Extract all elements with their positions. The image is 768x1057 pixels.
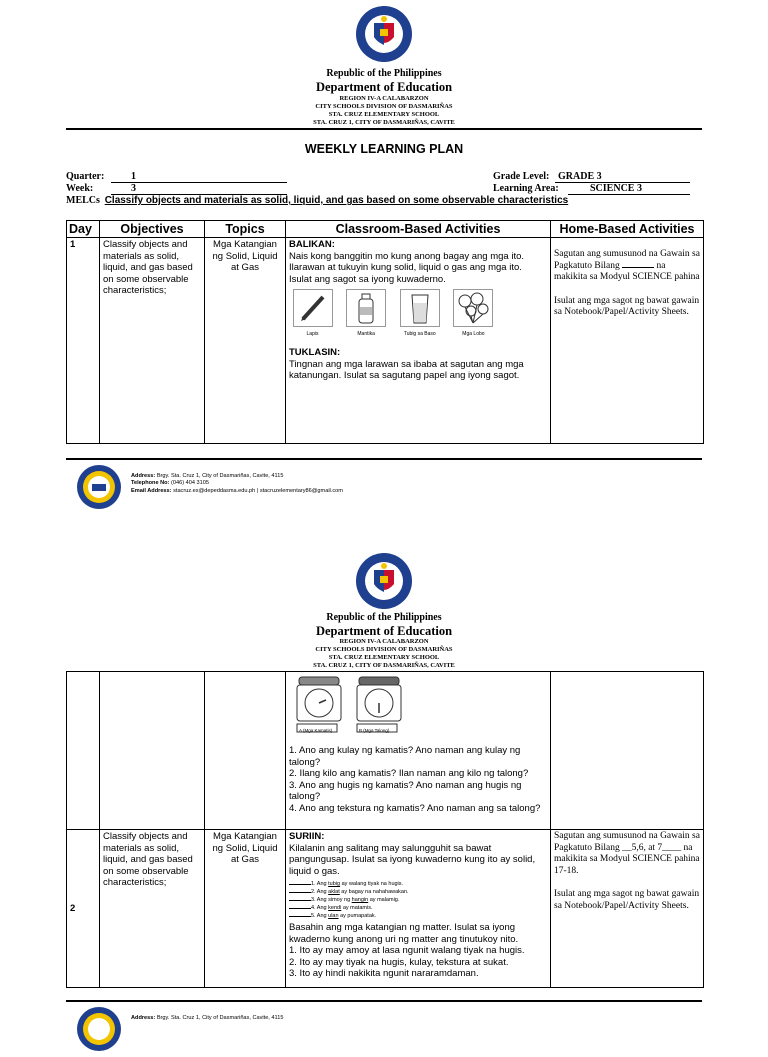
question-2: 2. Ilang kilo ang kamatis? Ilan naman ang kilo ng talong?	[289, 768, 529, 779]
tuklasin-text: Tingnan ang mga larawan sa ibaba at sagutan ang mga katanungan. Isulat sa sagutang papel ang iyong sagot.	[289, 358, 524, 381]
water-glass-icon	[400, 289, 440, 327]
melcs-value: Classify objects and materials as solid, liquid, and gas based on some observable characteristics	[104, 195, 569, 206]
footer-phone: (046) 404 3105	[171, 480, 209, 487]
quarter-field	[111, 171, 287, 183]
oil-picture	[343, 289, 390, 337]
pencil-icon	[293, 289, 333, 327]
scales-pictures	[289, 673, 547, 733]
footer-address-label-2: Address:	[131, 1015, 156, 1021]
region-text: REGION IV-A CALABARZON	[339, 95, 429, 102]
classroom-cell	[286, 238, 551, 444]
school-address-text-2: STA. CRUZ 1, CITY OF DASMARIÑAS, CAVITE	[313, 662, 455, 669]
footer-address-2: Brgy. Sta. Cruz 1, City of Dasmariñas, Cavite, 4115	[156, 1015, 284, 1021]
weekly-plan-table	[66, 220, 704, 444]
area-value: SCIENCE 3	[590, 183, 642, 194]
footer-email: stacruz.es@depeddasma.edu.ph | stacruzelementary86@gmail.com	[173, 487, 343, 494]
header-home: Home-Based Activities	[551, 221, 704, 238]
basahin-text: Basahin ang mga katangian ng matter. Isulat sa iyong kwaderno kung anong uri ng matter ang tinutukoy nito.	[289, 922, 519, 945]
school-seal-logo	[76, 464, 122, 510]
classroom-cell-continued	[286, 672, 551, 830]
home-instruction-2	[554, 831, 700, 877]
area-label: Learning Area:	[493, 183, 559, 194]
footer-contact	[131, 473, 343, 495]
balikan-images	[289, 289, 547, 341]
pencil-picture	[289, 289, 336, 337]
grade-label: Grade Level:	[493, 171, 550, 182]
footer-contact-2	[131, 1015, 283, 1022]
school-text: STA. CRUZ ELEMENTARY SCHOOL	[328, 111, 440, 118]
suriin-text: Kilalanin ang salitang may salungguhit sa bawat pangungusap. Isulat sa iyong kuwaderno kung ito ay solid, liquid o gas.	[289, 842, 536, 877]
deped-seal-logo-2	[355, 552, 413, 610]
division-text: CITY SCHOOLS DIVISION OF DASMARIÑAS	[315, 103, 453, 110]
question-3: 3. Ano ang hugis ng kamatis? Ano naman ang hugis ng talong?	[289, 779, 522, 802]
melcs-row	[66, 195, 568, 206]
question-1: 1. Ano ang kulay ng kamatis? Ano naman ang kulay ng talong?	[289, 745, 521, 768]
scale-a-caption: A (Mga Kamatis)	[299, 728, 333, 733]
republic-text-2: Republic of the Philippines	[326, 612, 442, 623]
footer-phone-label: Telephone No:	[131, 480, 170, 487]
suriin-heading: SURIIN:	[289, 831, 325, 842]
home-note-2: Isulat ang mga sagot ng bawat gawain sa Notebook/Papel/Activity Sheets.	[554, 889, 700, 911]
region-text-2: REGION IV-A CALABARZON	[339, 638, 429, 645]
objectives-cell: Classify objects and materials as solid, liquid, and gas based on some observable characteristics;	[100, 238, 205, 444]
header-topics: Topics	[205, 221, 286, 238]
objectives-cell-2: Classify objects and materials as solid, liquid, and gas based on some observable characteristics;	[100, 830, 205, 988]
quarter-label: Quarter:	[66, 171, 105, 182]
school-address-text: STA. CRUZ 1, CITY OF DASMARIÑAS, CAVITE	[313, 119, 455, 126]
glass-caption: Tubig sa Baso	[403, 330, 436, 337]
melcs-label: MELCs	[66, 195, 100, 206]
school-text-2: STA. CRUZ ELEMENTARY SCHOOL	[328, 654, 440, 661]
home2-instruction-part2: __5,6, at 7____ na makikita sa Modyul SCIENCE pahina 17-18.	[554, 842, 700, 876]
home-cell-2	[551, 830, 704, 988]
classroom-cell-2	[286, 830, 551, 988]
week-value: 3	[131, 183, 136, 194]
glass-picture	[396, 289, 443, 337]
balloons-picture	[450, 289, 497, 337]
home-blank	[622, 267, 654, 268]
question-4: 4. Ano ang tekstura ng kamatis? Ano naman ang sa talong?	[289, 802, 541, 814]
day-cell: 1	[67, 238, 100, 444]
day-cell-2: 2	[67, 830, 100, 988]
quarter-value: 1	[131, 171, 136, 182]
suriin-item: 5. Ang ulan ay pumapatak.	[289, 912, 547, 920]
header-divider	[66, 128, 702, 130]
footer-divider	[66, 458, 702, 460]
week-label: Week:	[66, 183, 94, 194]
balloons-caption: Mga Lobo	[462, 330, 485, 337]
home-instruction	[554, 249, 700, 284]
header-objectives: Objectives	[100, 221, 205, 238]
topics-cell: Mga Katangian ng Solid, Liquid at Gas	[205, 238, 286, 444]
table-row	[67, 672, 704, 830]
home-instruction-part2: na makikita sa Modyul SCIENCE pahina	[554, 260, 700, 282]
scale-b-caption: B (Mga Talong)	[359, 728, 390, 733]
day-cell-empty	[67, 672, 100, 830]
school-seal-logo-2	[76, 1006, 122, 1052]
home2-instruction-part1: Sagutan ang sumusunod na Gawain sa Pagkatuto Bilang	[554, 831, 700, 853]
deped-seal-logo	[355, 5, 413, 63]
suriin-items	[289, 880, 547, 920]
statement-3: 3. Ito ay hindi nakikita ngunit nararamdaman.	[289, 968, 479, 979]
balikan-heading: BALIKAN:	[289, 239, 335, 250]
balikan-text: Nais kong banggitin mo kung anong bagay ang mga ito. Ilarawan at tukuyin kung solid, liquid o gas ang mga ito. Isulat ang sagot sa iyong kuwaderno.	[289, 250, 525, 285]
department-name: Department of Education	[315, 80, 453, 94]
weekly-plan-table-continued	[66, 671, 704, 988]
table-header-row	[67, 221, 704, 238]
oil-caption: Mantika	[357, 330, 375, 337]
suriin-item: 1. Ang tubig ay walang tiyak na hugis.	[289, 880, 547, 888]
home-note: Isulat ang mga sagot ng bawat gawain sa Notebook/Papel/Activity Sheets.	[554, 295, 700, 317]
division-text-2: CITY SCHOOLS DIVISION OF DASMARIÑAS	[315, 646, 453, 653]
area-field	[568, 183, 690, 195]
home-cell	[551, 238, 704, 444]
grade-value: GRADE 3	[558, 171, 602, 182]
suriin-item: 3. Ang simoy ng hangin ay malamig.	[289, 896, 547, 904]
week-field	[111, 183, 287, 195]
pencil-caption: Lapis	[306, 330, 319, 337]
header-classroom: Classroom-Based Activities	[286, 221, 551, 238]
statement-2: 2. Ito ay may tiyak na hugis, kulay, tekstura at sukat.	[289, 956, 509, 968]
republic-text: Republic of the Philippines	[326, 68, 442, 79]
footer-email-label: Email Address:	[131, 487, 172, 494]
suriin-item: 2. Ang aklat ay bagay na nahahawakan.	[289, 888, 547, 896]
home-cell-empty	[551, 672, 704, 830]
topics-cell-2: Mga Katangian ng Solid, Liquid at Gas	[205, 830, 286, 988]
grade-field	[555, 171, 690, 183]
table-row	[67, 830, 704, 988]
footer-address-label: Address:	[131, 473, 156, 479]
topics-cell-empty	[205, 672, 286, 830]
objectives-cell-empty	[100, 672, 205, 830]
balloons-icon	[453, 289, 493, 327]
header-day: Day	[67, 221, 100, 238]
statement-1: 1. Ito ay may amoy at lasa ngunit walang tiyak na hugis.	[289, 945, 525, 956]
table-row	[67, 238, 704, 444]
suriin-item: 4. Ang kendi ay matamis.	[289, 904, 547, 912]
department-name-2: Department of Education	[315, 624, 453, 638]
footer-divider-2	[66, 1000, 702, 1002]
home-instruction-part1: Sagutan ang sumusunod na Gawain sa Pagkatuto Bilang	[554, 249, 700, 271]
oil-bottle-icon	[346, 289, 386, 327]
plan-title: WEEKLY LEARNING PLAN	[304, 142, 464, 156]
footer-address: Brgy. Sta. Cruz 1, City of Dasmariñas, Cavite, 4115	[156, 473, 284, 479]
tuklasin-heading: TUKLASIN:	[289, 347, 341, 358]
